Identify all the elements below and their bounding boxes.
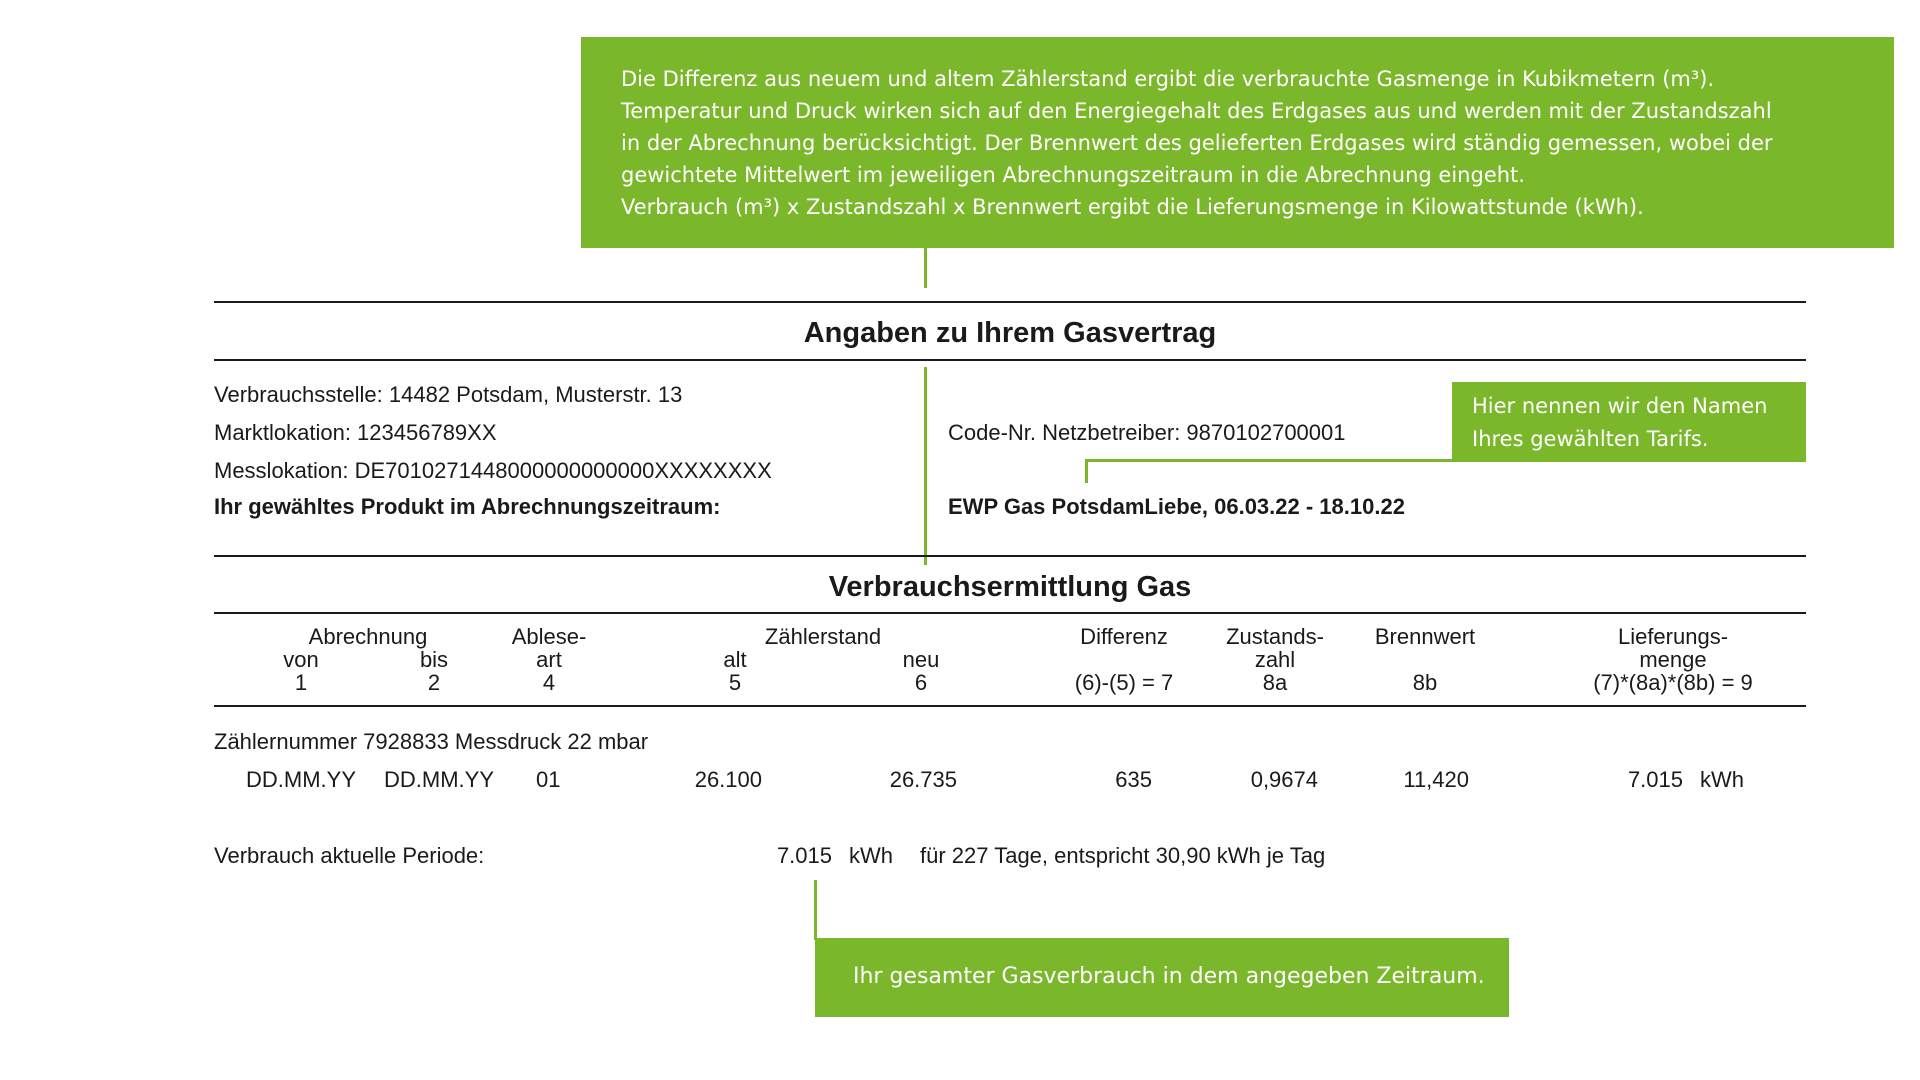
header-ableseart-2: art (536, 647, 562, 672)
header-formula-9: (7)*(8a)*(8b) = 9 (1593, 670, 1753, 695)
callout-line: Ihr gesamter Gasverbrauch in dem angegeben Zeitraum. (853, 964, 1485, 989)
header-differenz: Differenz (1080, 624, 1168, 649)
header-neu: neu (902, 647, 940, 672)
header-col-1: 1 (294, 670, 308, 695)
messlokation: Messlokation: DE7010271448000000000000XXXXXXXX (214, 458, 772, 483)
cell-menge: 7.015 (1627, 767, 1683, 792)
divider (214, 705, 1806, 707)
callout-line: Die Differenz aus neuem und altem Zählerstand ergibt die verbrauchte Gasmenge in Kubikmetern (m³). (621, 67, 1715, 91)
verbrauch-einheit: kWh (849, 843, 893, 868)
header-col-4: 4 (542, 670, 556, 695)
callout-line: Ihres gewählten Tarifs. (1472, 427, 1709, 451)
cell-neu: 26.735 (889, 767, 957, 792)
cell-differenz: 635 (1115, 767, 1152, 792)
cell-ableseart: 01 (536, 767, 561, 792)
header-zustandszahl: Zustands- (1226, 624, 1324, 649)
connector-line-tarif-horizontal (1085, 459, 1453, 462)
header-col-8b: 8b (1412, 670, 1438, 695)
divider (214, 612, 1806, 614)
verbrauchsstelle: Verbrauchsstelle: 14482 Potsdam, Musterstr. 13 (214, 382, 683, 407)
header-alt: alt (723, 647, 747, 672)
cell-von: DD.MM.YY (246, 767, 356, 792)
cell-einheit: kWh (1700, 767, 1744, 792)
callout-line: Verbrauch (m³) x Zustandszahl x Brennwert ergibt die Lieferungsmenge in Kilowattstunde (kWh). (621, 195, 1644, 219)
connector-line-tarif (1085, 459, 1088, 483)
callout-line: Temperatur und Druck wirken sich auf den Energiegehalt des Erdgases aus und werden mit der Zustandszahl (621, 99, 1772, 123)
connector-line-middle (924, 367, 927, 565)
callout-tarif-info (1452, 382, 1806, 462)
header-lieferungsmenge: Lieferungs- (1617, 624, 1729, 649)
marktlokation: Marktlokation: 123456789XX (214, 420, 497, 445)
zaehler-info: Zählernummer 7928833 Messdruck 22 mbar (214, 729, 649, 754)
verbrauch-label: Verbrauch aktuelle Periode: (214, 843, 485, 868)
verbrauch-info: für 227 Tage, entspricht 30,90 kWh je Tag (920, 843, 1326, 868)
cell-alt: 26.100 (694, 767, 762, 792)
header-von: von (283, 647, 319, 672)
cell-zustandszahl: 0,9674 (1250, 767, 1318, 792)
header-lieferungsmenge-2: menge (1639, 647, 1707, 672)
divider (214, 359, 1806, 361)
header-col-5: 5 (728, 670, 742, 695)
callout-line: in der Abrechnung berücksichtigt. Der Brennwert des gelieferten Erdgases wird ständig gemessen, wobei der (621, 131, 1773, 155)
produkt-label: Ihr gewähltes Produkt im Abrechnungszeitraum: (214, 494, 721, 519)
callout-line: Hier nennen wir den Namen (1472, 394, 1768, 418)
divider (214, 301, 1806, 303)
header-bis: bis (419, 647, 449, 672)
header-col-8a: 8a (1262, 670, 1288, 695)
divider (214, 555, 1806, 557)
section-heading-ermittlung: Verbrauchsermittlung Gas (828, 571, 1192, 603)
connector-line-top (924, 248, 927, 288)
connector-line-bottom (814, 880, 817, 940)
header-col-6: 6 (914, 670, 928, 695)
header-zaehlerstand: Zählerstand (764, 624, 882, 649)
cell-brennwert: 11,420 (1403, 767, 1469, 792)
header-abrechnung: Abrechnung (308, 624, 428, 649)
callout-gasmenge-info (581, 37, 1894, 248)
section-heading-vertrag: Angaben zu Ihrem Gasvertrag (803, 317, 1217, 349)
header-zustandszahl-2: zahl (1254, 647, 1296, 672)
header-col-2: 2 (427, 670, 441, 695)
header-ableseart: Ablese- (511, 624, 587, 649)
header-formula-7: (6)-(5) = 7 (1074, 670, 1174, 695)
verbrauch-menge: 7.015 (776, 843, 832, 868)
callout-gesamtverbrauch-info (815, 938, 1509, 1017)
header-brennwert: Brennwert (1374, 624, 1476, 649)
callout-line: gewichtete Mittelwert im jeweiligen Abrechnungszeitraum in die Abrechnung eingeht. (621, 163, 1525, 187)
produkt-value: EWP Gas PotsdamLiebe, 06.03.22 - 18.10.22 (948, 494, 1405, 519)
cell-bis: DD.MM.YY (384, 767, 494, 792)
netzbetreiber-code: Code-Nr. Netzbetreiber: 9870102700001 (948, 420, 1346, 445)
